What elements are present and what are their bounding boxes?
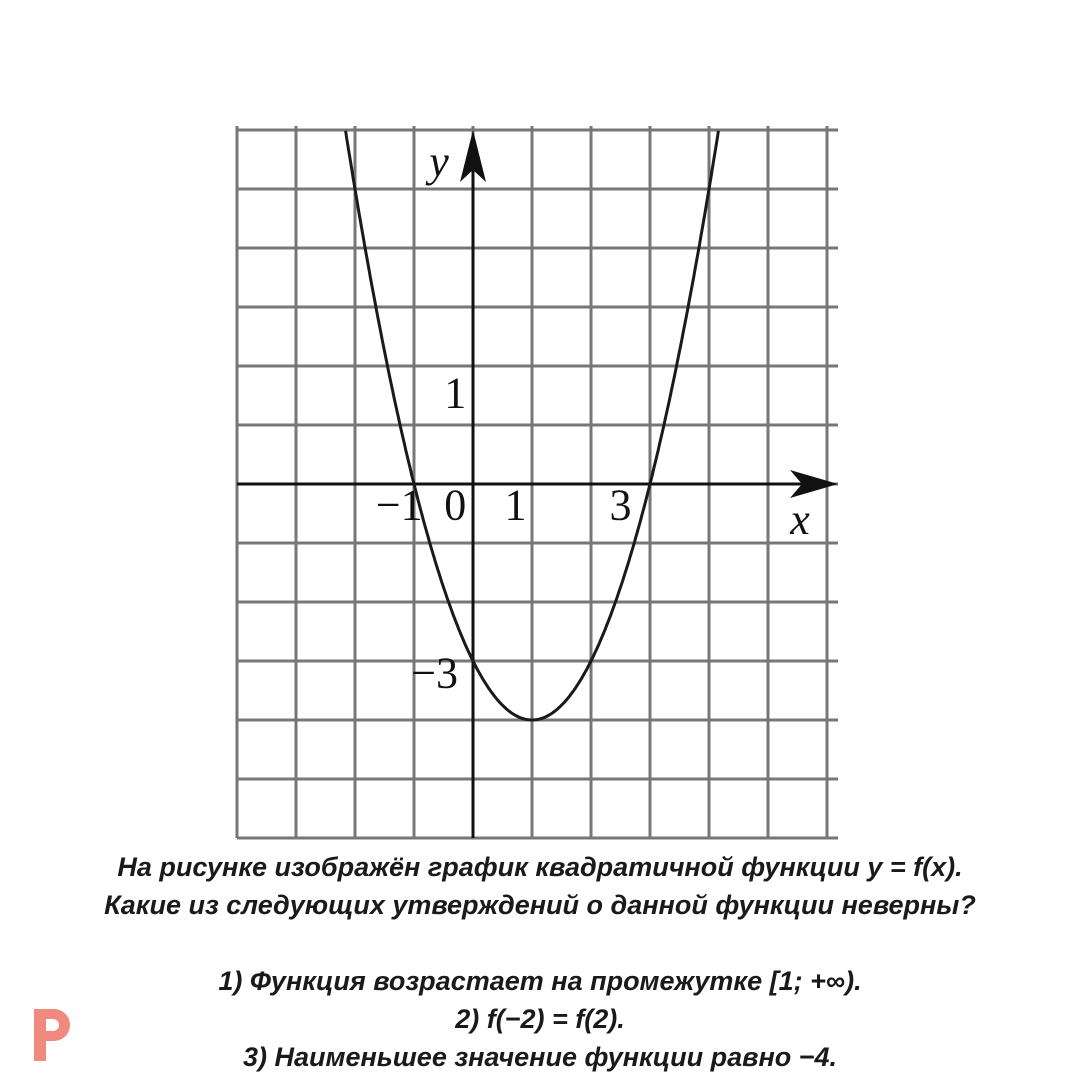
tick-label: 1 bbox=[444, 368, 467, 418]
question-line-1: На рисунке изображён график квадратичной функции y = f(x). bbox=[117, 852, 963, 882]
answer-options bbox=[0, 962, 1080, 1076]
grid bbox=[237, 126, 838, 838]
question-line-2: Какие из следующих утверждений о данной функции неверны? bbox=[104, 890, 976, 920]
question-text bbox=[0, 848, 1080, 924]
option-1: 1) Функция возрастает на промежутке [1; +∞). bbox=[218, 966, 862, 996]
tick-label: −3 bbox=[411, 648, 459, 698]
y-axis-label: y bbox=[429, 137, 449, 186]
option-3: 3) Наименьшее значение функции равно −4. bbox=[242, 1042, 838, 1072]
x-axis-label: x bbox=[790, 495, 810, 544]
axes bbox=[237, 130, 838, 838]
tick-label: 1 bbox=[504, 480, 527, 530]
tick-label: −1 bbox=[375, 480, 423, 530]
tick-label: 0 bbox=[444, 480, 467, 530]
tick-label: 3 bbox=[609, 480, 632, 530]
option-2: 2) f(−2) = f(2). bbox=[455, 1004, 625, 1034]
brand-logo-icon bbox=[28, 1005, 78, 1065]
